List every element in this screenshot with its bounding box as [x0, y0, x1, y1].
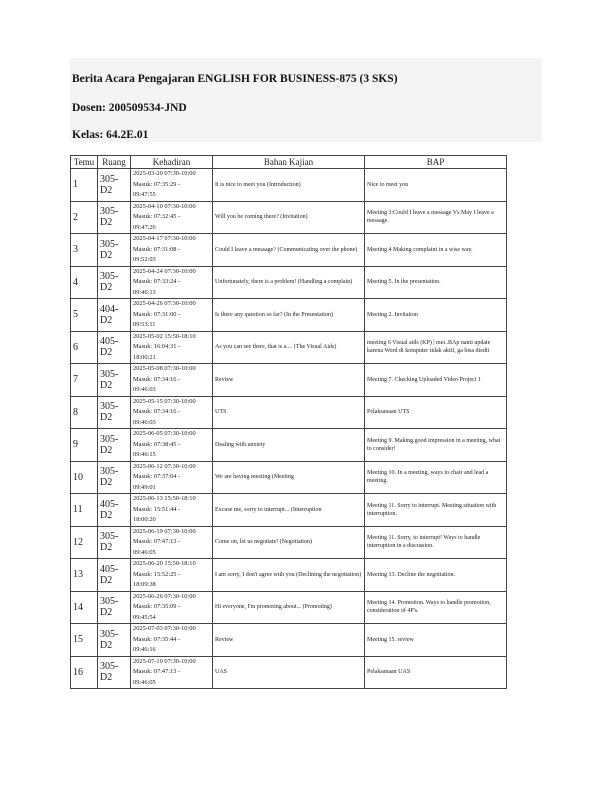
ruang-cell: 305-D2 — [98, 591, 131, 624]
temu-cell: 1 — [71, 169, 98, 202]
table-row — [71, 624, 507, 657]
bahan-kajian-cell: I am sorry, I don't agree with you (Declining the negotiation) — [213, 559, 365, 592]
table-row — [71, 656, 507, 689]
bahan-kajian-cell: Review — [213, 624, 365, 657]
temu-cell: 15 — [71, 624, 98, 657]
table-row — [71, 396, 507, 429]
temu-cell: 6 — [71, 331, 98, 364]
temu-cell: 5 — [71, 299, 98, 332]
ruang-cell: 305-D2 — [98, 461, 131, 494]
ruang-cell: 405-D2 — [98, 494, 131, 527]
temu-cell: 3 — [71, 234, 98, 267]
table-row — [71, 299, 507, 332]
table-row — [71, 169, 507, 202]
ruang-cell: 305-D2 — [98, 624, 131, 657]
kehadiran-cell: 2025-06-12 07:30-10:00 Masuk: 07:37:04 - 09:49:01 — [131, 461, 213, 494]
bahan-kajian-cell: It is nice to meet you (Introduction) — [213, 169, 365, 202]
table-row — [71, 429, 507, 462]
temu-cell: 14 — [71, 591, 98, 624]
ruang-cell: 305-D2 — [98, 656, 131, 689]
temu-cell: 11 — [71, 494, 98, 527]
bahan-kajian-cell: UAS — [213, 656, 365, 689]
kehadiran-cell: 2025-04-17 07:30-10:00 Masuk: 07:31:08 - 09:52:03 — [131, 234, 213, 267]
class-line: Kelas: 64.2E.01 — [72, 129, 149, 141]
kehadiran-cell: 2025-05-15 07:30-10:00 Masuk: 07:34:16 - 09:46:03 — [131, 396, 213, 429]
table-row — [71, 591, 507, 624]
column-header-kehadiran: Kehadiran — [131, 156, 213, 169]
kehadiran-cell: 2025-05-08 07:30-10:00 Masuk: 07:34:16 - 09:46:03 — [131, 364, 213, 397]
table-row — [71, 461, 507, 494]
temu-cell: 10 — [71, 461, 98, 494]
ruang-cell: 404-D2 — [98, 299, 131, 332]
temu-cell: 8 — [71, 396, 98, 429]
table-row — [71, 559, 507, 592]
ruang-cell: 405-D2 — [98, 559, 131, 592]
ruang-cell: 305-D2 — [98, 266, 131, 299]
column-header-ruang: Ruang — [98, 156, 131, 169]
bap-cell: Pelaksanaan UTS — [365, 396, 507, 429]
column-header-temu: Temu — [71, 156, 98, 169]
bap-cell: Meeting 13. Decline the negotiation. — [365, 559, 507, 592]
kehadiran-cell: 2025-04-26 07:30-10:00 Masuk: 07:31:00 - 09:53:11 — [131, 299, 213, 332]
kehadiran-cell: 2025-06-13 15:50-18:10 Masuk: 15:51:44 - 18:00:20 — [131, 494, 213, 527]
column-header-bap: BAP — [365, 156, 507, 169]
bahan-kajian-cell: Review — [213, 364, 365, 397]
bap-cell: Pelaksanaan UAS — [365, 656, 507, 689]
table-row — [71, 331, 507, 364]
kehadiran-cell: 2025-07-10 07:30-10:00 Masuk: 07:47:13 - 09:46:05 — [131, 656, 213, 689]
bap-cell: Meeting 11. Sorry, to interrupt! Ways to handle interruption in a discussion. — [365, 526, 507, 559]
temu-cell: 16 — [71, 656, 98, 689]
table-row — [71, 494, 507, 527]
bap-cell: Meeting 15. review — [365, 624, 507, 657]
ruang-cell: 405-D2 — [98, 331, 131, 364]
document-title: Berita Acara Pengajaran ENGLISH FOR BUSINESS-875 (3 SKS) — [72, 73, 398, 85]
table-row — [71, 201, 507, 234]
table-body — [71, 169, 507, 689]
temu-cell: 4 — [71, 266, 98, 299]
bap-cell: Meeting 3:Could I leave a message Vs May I leave a message. — [365, 201, 507, 234]
ruang-cell: 305-D2 — [98, 169, 131, 202]
lecturer-line: Dosen: 200509534-JND — [72, 102, 187, 114]
bahan-kajian-cell: Will you be coming there? (Invitation) — [213, 201, 365, 234]
bahan-kajian-cell: Come on, let us negotiate! (Negotiation) — [213, 526, 365, 559]
temu-cell: 13 — [71, 559, 98, 592]
bap-cell: Meeting 14. Promotion. Ways to handle promotion, consideration of 4P's. — [365, 591, 507, 624]
table-row — [71, 266, 507, 299]
table-row — [71, 364, 507, 397]
bahan-kajian-cell: Dealing with anxiety — [213, 429, 365, 462]
temu-cell: 9 — [71, 429, 98, 462]
kehadiran-cell: 2025-04-10 07:30-10:00 Masuk: 07:32:45 - 09:47:26 — [131, 201, 213, 234]
kehadiran-cell: 2025-06-19 07:30-10:00 Masuk: 07:47:13 - 09:46:05 — [131, 526, 213, 559]
bahan-kajian-cell: As you can see there, that is a.... (The Visual Aids) — [213, 331, 365, 364]
bap-cell: Meeting 10. In a meeting, ways to chair and lead a meeting. — [365, 461, 507, 494]
bahan-kajian-cell: UTS — [213, 396, 365, 429]
bap-cell: meeting 6 Visual aids (KP) | mei..BAp nanti update karena Word di komputer tidak aktif, ga bisa diedit — [365, 331, 507, 364]
kehadiran-cell: 2025-04-24 07:30-10:00 Masuk: 07:33:24 - 09:46:13 — [131, 266, 213, 299]
bap-cell: Meeting 7. Checking Uploaded Video Project 1 — [365, 364, 507, 397]
table-header-row — [71, 156, 507, 169]
bap-cell: Meeting 11. Sorry to interrupt. Meeting situation with interruption. — [365, 494, 507, 527]
bap-cell: Meeting 4 Making complaint in a wise way. — [365, 234, 507, 267]
table-row — [71, 234, 507, 267]
bap-cell: Meeting 5. In the presentation. — [365, 266, 507, 299]
bahan-kajian-cell: Could I leave a message? (Communicating over the phone) — [213, 234, 365, 267]
bahan-kajian-cell: Unfortunately, there is a problem! (Handling a complain) — [213, 266, 365, 299]
bahan-kajian-cell: We are having meeting (Meeting — [213, 461, 365, 494]
bahan-kajian-cell: Hi everyone, I'm promoting about... (Promoting) — [213, 591, 365, 624]
kehadiran-cell: 2025-07-03 07:30-10:00 Masuk: 07:35:44 - 09:46:16 — [131, 624, 213, 657]
bap-cell: Nice to meet you — [365, 169, 507, 202]
kehadiran-cell: 2025-06-05 07:30-10:00 Masuk: 07:38:45 - 09:46:15 — [131, 429, 213, 462]
bap-cell: Meeting 9. Making good impression in a meeting, what to consider! — [365, 429, 507, 462]
kehadiran-cell: 2025-06-20 15:50-18:10 Masuk: 15:52:25 - 18:09:38 — [131, 559, 213, 592]
temu-cell: 12 — [71, 526, 98, 559]
column-header-bahan-kajian: Bahan Kajian — [213, 156, 365, 169]
kehadiran-cell: 2025-06-26 07:30-10:00 Masuk: 07:35:09 - 09:45:54 — [131, 591, 213, 624]
ruang-cell: 305-D2 — [98, 429, 131, 462]
kehadiran-cell: 2025-03-20 07:30-10:00 Masuk: 07:35:29 - 09:47:55 — [131, 169, 213, 202]
bap-table — [70, 155, 507, 689]
ruang-cell: 305-D2 — [98, 234, 131, 267]
ruang-cell: 305-D2 — [98, 364, 131, 397]
kehadiran-cell: 2025-05-02 15:50-18:10 Masuk: 16:04:31 - 18:00:21 — [131, 331, 213, 364]
bahan-kajian-cell: Is there any question so far? (In the Presentation) — [213, 299, 365, 332]
bap-cell: Meeting 2. Invitation — [365, 299, 507, 332]
table-row — [71, 526, 507, 559]
ruang-cell: 305-D2 — [98, 526, 131, 559]
ruang-cell: 305-D2 — [98, 396, 131, 429]
ruang-cell: 305-D2 — [98, 201, 131, 234]
temu-cell: 2 — [71, 201, 98, 234]
temu-cell: 7 — [71, 364, 98, 397]
bahan-kajian-cell: Excuse me, sorry to interrupt... (Interruption — [213, 494, 365, 527]
